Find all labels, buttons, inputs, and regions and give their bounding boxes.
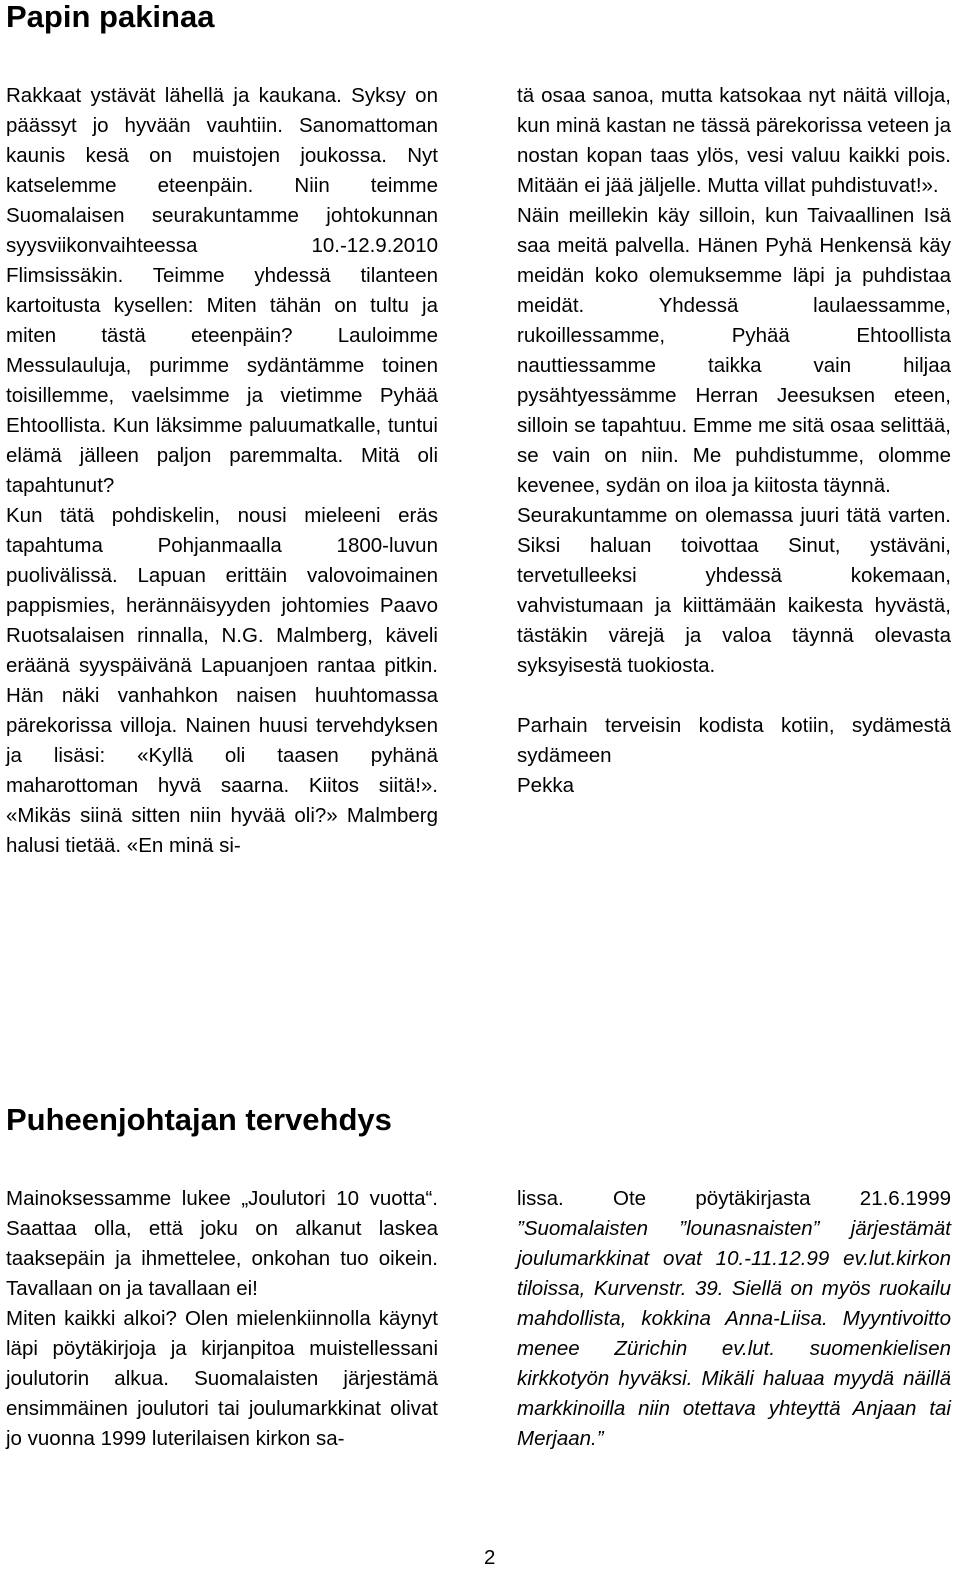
paragraph-story-end: tä osaa sanoa, mutta katsokaa nyt näitä villoja, kun minä kastan ne tässä pärekorissa veteen ja nostan kopan taas ylös, vesi valuu kaikki pois. Mitään ei jää jäljelle. Mutta villat puhdistuvat!».	[517, 84, 951, 197]
minutes-intro: lissa. Ote pöytäkirjasta 21.6.1999	[517, 1187, 951, 1210]
tervehdys-column-left	[6, 1184, 438, 1454]
papin-pakinaa-column-left	[6, 81, 438, 861]
puheenjohtajan-tervehdys-heading: Puheenjohtajan tervehdys	[6, 1102, 392, 1137]
minutes-quote: ”Suomalaisten ”lounasnaisten” järjestämät joulumarkkinat ovat 10.-11.12.99 ev.lut.kirkon tiloissa, Kurvenstr. 39. Siellä on myös ruokailu mahdollista, kokkina Anna-Liisa. Myyntivoitto menee Zürichin ev.lut. suomenkielisen kirkkotyön hyväksi. Mikäli haluaa myydä näillä markkinoilla niin otettava yhteyttä Anjaan tai Merjaan.”	[517, 1217, 951, 1450]
signature: Pekka	[517, 774, 574, 797]
papin-pakinaa-heading: Papin pakinaa	[6, 0, 215, 34]
paragraph-malmberg-story: Kun tätä pohdiskelin, nousi mieleeni eräs tapahtuma Pohjanmaalla 1800-luvun puolivälissä. Lapuan erittäin valovoimainen pappismies, herännäisyyden johtomies Paavo Ruotsalaisen rinnalla, N.G. Malmberg, käveli eräänä syyspäivänä Lapuanjoen rantaa pitkin. Hän näki vanhahkon naisen huuhtomassa pärekorissa villoja. Nainen huusi tervehdyksen ja lisäsi: «Kyllä oli taasen pyhänä maharottoman hyvä saarna. Kiitos siitä!». «Mikäs siinä sitten niin hyvää oli?» Malmberg halusi tietää. «En minä si-	[6, 504, 438, 857]
paragraph-minutes	[517, 1184, 951, 1454]
paragraph-history: Miten kaikki alkoi? Olen mielenkiinnolla käynyt läpi pöytäkirjoja ja kirjanpitoa muistellessani joulutorin alkua. Suomalaisten järjestämä ensimmäinen joulutori tai joulumarkkinat olivat jo vuonna 1999 luterilaisen kirkon sa-	[6, 1307, 438, 1450]
paragraph-invitation: Seurakuntamme on olemassa juuri tätä varten. Siksi haluan toivottaa Sinut, ystäväni, tervetulleeksi yhdessä kokemaan, vahvistumaan ja kiittämään kaikesta hyvästä, tästäkin värejä ja valoa täynnä olevasta syksyisestä tuokiosta.	[517, 504, 951, 677]
paragraph-reflection: Näin meillekin käy silloin, kun Taivaallinen Isä saa meitä palvella. Hänen Pyhä Henkensä käy meidän koko olemuksemme läpi ja puhdistaa meidät. Yhdessä laulaessamme, rukoillessamme, Pyhää Ehtoollista nauttiessamme taikka vain hiljaa pysähtyessämme Herran Jeesuksen eteen, silloin se tapahtuu. Emme me sitä osaa selittää, se vain on niin. Me puhdistumme, olomme kevenee, sydän on iloa ja kiitosta täynnä.	[517, 204, 951, 497]
paragraph-joulutori-intro: Mainoksessamme lukee „Joulutori 10 vuotta“. Saattaa olla, että joku on alkanut laskea taaksepäin ja ihmettelee, onkohan tuo oikein. Tavallaan on ja tavallaan ei!	[6, 1187, 438, 1300]
paragraph-closing: Parhain terveisin kodista kotiin, sydämestä sydämeen	[517, 714, 951, 767]
page-number: 2	[484, 1546, 496, 1569]
tervehdys-column-right	[517, 1184, 951, 1454]
papin-pakinaa-column-right	[517, 81, 951, 801]
paragraph-greeting: Rakkaat ystävät lähellä ja kaukana. Syksy on päässyt jo hyvään vauhtiin. Sanomattoman kaunis kesä on muistojen joukossa. Nyt katselemme eteenpäin. Niin teimme Suomalaisen seurakuntamme johtokunnan syysviikonvaihteessa 10.-12.9.2010 Flimsissäkin. Teimme yhdessä tilanteen kartoitusta kysellen: Miten tähän on tultu ja miten tästä eteenpäin? Lauloimme Messulauluja, purimme sydäntämme toinen toisillemme, vaelsimme ja vietimme Pyhää Ehtoollista. Kun läksimme paluumatkalle, tuntui elämä jälleen paljon paremmalta. Mitä oli tapahtunut?	[6, 84, 438, 497]
